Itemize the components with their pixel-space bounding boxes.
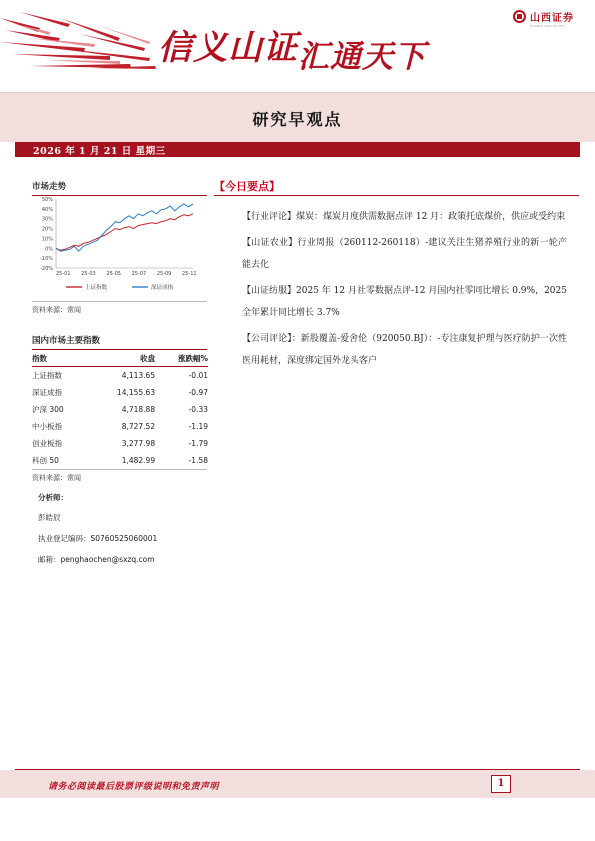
key-point-item[interactable]: 【山证农业】行业周报（260112-260118）-建议关注生猪养殖行业的新一轮产能去化 [242, 238, 567, 270]
index-close: 4,113.65 [121, 370, 156, 380]
col-header-name: 指数 [32, 350, 88, 367]
page-number: 1 [491, 775, 511, 793]
table-row [32, 435, 208, 452]
x-tick-label: 25-07 [131, 271, 147, 277]
disclaimer-text[interactable]: 请务必阅读最后股票评级说明和免责声明 [48, 782, 220, 792]
legend-label: 深证成指 [151, 285, 174, 291]
table-row [32, 367, 208, 384]
analyst-email[interactable]: 邮箱：penghaochen@sxzq.com [38, 555, 155, 564]
company-logo [513, 9, 574, 24]
y-tick-label: -10% [40, 256, 53, 263]
key-point-item[interactable]: 【公司评论】：新股覆盖-爱舍伦（920050.BJ）：-专注康复护理与医疗防护一次性医用耗材，深度绑定国外龙头客户 [242, 334, 567, 366]
index-name: 上证指数 [32, 370, 62, 380]
market-trend-source: 资料来源：常闻 [32, 306, 81, 314]
report-date: 2026 年 1 月 21 日 星期三 [33, 146, 166, 157]
key-points-heading: 【今日要点】 [214, 180, 280, 193]
index-name: 创业板指 [32, 438, 62, 448]
company-name: 山西证券 [530, 13, 574, 24]
key-point-item[interactable]: 【山证纺服】2025 年 12 月社零数据点评-12 月国内社零同比增长 0.9%，2025 全年累计同比增长 3.7% [242, 286, 567, 318]
market-trend-label: 市场走势 [32, 182, 67, 192]
x-tick-label: 25-11 [182, 271, 197, 277]
x-tick-label: 25-05 [106, 271, 121, 277]
page-header [0, 0, 595, 92]
index-name: 科创 50 [32, 455, 59, 465]
index-close: 3,277.98 [121, 438, 156, 448]
y-tick-label: 0% [45, 246, 53, 253]
analyst-label: 分析师： [38, 493, 68, 502]
key-point-item[interactable]: 【行业评论】煤炭：煤炭月度供需数据点评 12 月：政策托底煤价，供应或受约束 [242, 212, 566, 222]
analyst-section [32, 492, 207, 565]
trend-chart-svg [32, 193, 207, 298]
table-row [32, 384, 208, 401]
index-close: 4,718.88 [121, 404, 156, 414]
indices-section [32, 334, 207, 483]
slogan-part1: 信义山证 [158, 28, 298, 68]
slogan [158, 20, 426, 75]
analyst-cert: 执业登记编码：S0760525060001 [38, 534, 158, 543]
x-tick-label: 25-01 [56, 271, 71, 277]
index-close: 8,727.52 [121, 421, 156, 431]
y-tick-label: 20% [41, 226, 53, 233]
slogan-part2: 汇通天下 [298, 39, 426, 75]
table-row [32, 452, 208, 469]
table-header-row [32, 350, 208, 367]
title-band [0, 92, 595, 142]
source-rule [32, 301, 207, 302]
indices-source: 资料来源：常闻 [32, 473, 81, 482]
index-close: 14,155.63 [116, 387, 156, 397]
index-close: 1,482.99 [121, 455, 156, 465]
table-bottom-rule [32, 469, 207, 470]
key-points-rule [214, 195, 579, 196]
y-tick-label: 10% [41, 236, 53, 243]
indices-label: 国内市场主要指数 [32, 336, 101, 346]
index-name: 中小板指 [32, 421, 62, 431]
table-row [32, 418, 208, 435]
index-name: 沪深 300 [32, 404, 64, 414]
legend-label: 上证指数 [85, 285, 108, 291]
index-change: -1.58 [188, 455, 208, 465]
decorative-arrows [0, 8, 180, 80]
index-name: 深证成指 [32, 387, 62, 397]
y-tick-label: 50% [41, 197, 53, 203]
index-change: -0.97 [188, 387, 208, 397]
y-tick-label: -20% [40, 266, 53, 272]
col-header-change: 涨跌幅% [155, 350, 208, 367]
col-header-close: 收盘 [88, 350, 155, 367]
company-name-en: SHANXI SECURITIES [530, 24, 566, 28]
y-tick-label: 30% [41, 216, 53, 223]
report-title: 研究早观点 [252, 110, 343, 129]
index-change: -0.01 [188, 370, 208, 380]
logo-icon [513, 10, 526, 23]
indices-table [32, 350, 208, 469]
table-row [32, 401, 208, 418]
index-change: -1.79 [188, 438, 208, 448]
x-tick-label: 25-03 [81, 271, 96, 277]
market-trend-source-wrap [32, 301, 207, 315]
index-change: -0.33 [188, 404, 208, 414]
market-trend-chart [32, 193, 207, 298]
key-points-list [242, 206, 567, 376]
index-change: -1.19 [188, 421, 208, 431]
y-tick-label: 40% [41, 206, 53, 213]
x-tick-label: 25-09 [156, 271, 172, 277]
analyst-name: 彭皓辰 [38, 513, 61, 522]
date-bar [15, 142, 580, 157]
